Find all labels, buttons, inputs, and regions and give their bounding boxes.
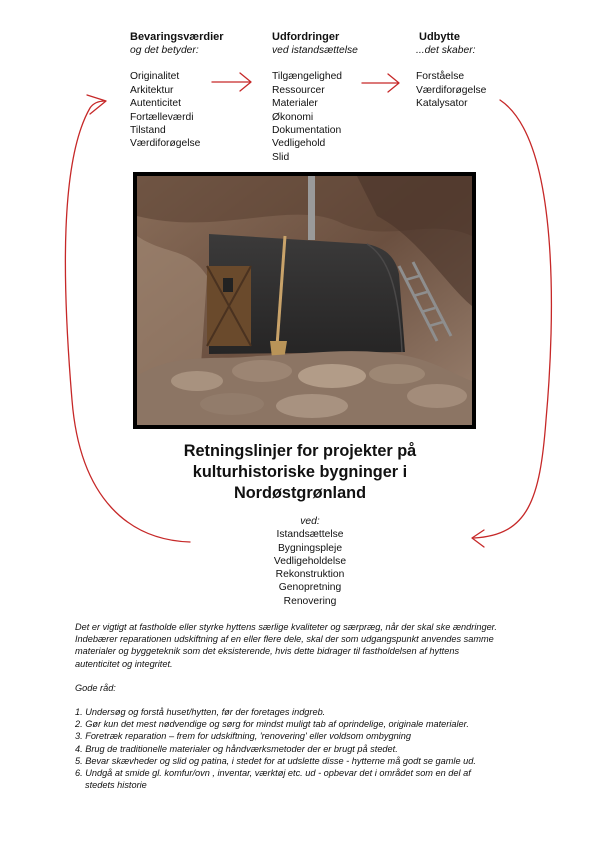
list-item: Værdiforøgelse <box>416 84 487 96</box>
curved-arrow-icon <box>472 100 551 547</box>
challenges-list <box>272 70 358 164</box>
list-item: 5. Bevar skævheder og slid og patina, i stedet for at udslette disse - hytterne må godt se gamle ud. <box>75 755 476 766</box>
list-item: Slid <box>272 151 290 163</box>
list-item: 4. Brug de traditionelle materialer og håndværksmetoder der er brugt på stedet. <box>75 743 398 754</box>
methods-label: ved: <box>300 516 320 527</box>
list-item: Autenticitet <box>130 98 181 110</box>
column-heading: Udfordringer <box>272 31 340 43</box>
page-title <box>150 441 450 504</box>
arrow-right-icon <box>362 74 399 92</box>
list-item: Vedligeholdelse <box>273 555 347 567</box>
tips-list <box>75 706 535 791</box>
list-item <box>75 767 535 791</box>
hut-image <box>137 176 472 425</box>
values-list <box>130 70 224 150</box>
list-item: Arkitektur <box>130 84 174 96</box>
list-item: Materialer <box>272 98 318 110</box>
tip-continuation: stedets historie <box>85 780 147 791</box>
title-line: Retningslinjer for projekter på <box>183 442 417 460</box>
title-line: kulturhistoriske bygninger i <box>192 463 408 481</box>
column-challenges <box>272 31 358 164</box>
text-line: autenticitet og integritet. <box>75 658 173 669</box>
list-item: Bygningspleje <box>277 542 343 554</box>
list-item: Ressourcer <box>272 84 325 96</box>
text-line: Det er vigtigt at fastholde eller styrke hyttens særlige kvaliteter og særpræg, når der skal ske ændringer. <box>75 622 497 632</box>
list-item: 3. Foretræk reparation – frem for udskiftning, 'renovering' eller voldsom ombygning <box>75 731 411 742</box>
list-item: Vedligehold <box>272 138 326 150</box>
title-line: Nordøstgrønland <box>233 484 367 502</box>
list-item: Istandsættelse <box>276 529 344 541</box>
column-heading: Udbytte <box>419 31 460 43</box>
list-item: Værdiforøgelse <box>130 138 201 150</box>
list-item: Fortælleværdi <box>130 111 194 123</box>
methods-block <box>200 515 420 608</box>
list-item: Forståelse <box>416 71 465 83</box>
list-item: Originalitet <box>130 71 180 83</box>
methods-list <box>200 528 420 608</box>
column-subheading: og det betyder: <box>130 45 199 56</box>
intro-paragraph <box>75 621 535 670</box>
list-item: Genopretning <box>278 582 342 594</box>
hut-photo <box>133 172 476 429</box>
list-item: Renovering <box>283 595 337 607</box>
column-subheading: ved istandsættelse <box>272 45 358 56</box>
column-subheading: ...det skaber: <box>416 45 476 56</box>
guidelines-text <box>75 621 535 791</box>
list-item: Katalysator <box>416 98 468 110</box>
tips-heading: Gode råd: <box>75 682 116 693</box>
list-item: 2. Gør kun det mest nødvendige og sørg for mindst muligt tab af oprindelige, originale materialer. <box>75 719 469 730</box>
text-line: Indebærer reparationen udskiftning af en eller flere dele, skal der som udgangspunkt anvendes samme <box>75 634 494 645</box>
text-line: materialer og byggeteknik som det eksisterende, hvis dette bidrager til fastholdelsen af hyttens <box>75 646 460 657</box>
column-outcome <box>416 31 486 111</box>
column-heading: Bevaringsværdier <box>130 31 224 43</box>
list-item: Tilgængelighed <box>272 71 343 83</box>
list-item: Tilstand <box>130 125 166 137</box>
list-item: Økonomi <box>272 111 314 123</box>
list-item: Rekonstruktion <box>275 569 345 581</box>
outcome-list <box>416 70 486 110</box>
tip-text: 6. Undgå at smide gl. komfur/ovn , inventar, værktøj etc. ud - opbevar det i området som en del af <box>75 768 471 779</box>
list-item: 1. Undersøg og forstå huset/hytten, før der foretages indgreb. <box>75 707 326 718</box>
list-item: Dokumentation <box>272 125 342 137</box>
column-preservation-values <box>130 31 224 151</box>
